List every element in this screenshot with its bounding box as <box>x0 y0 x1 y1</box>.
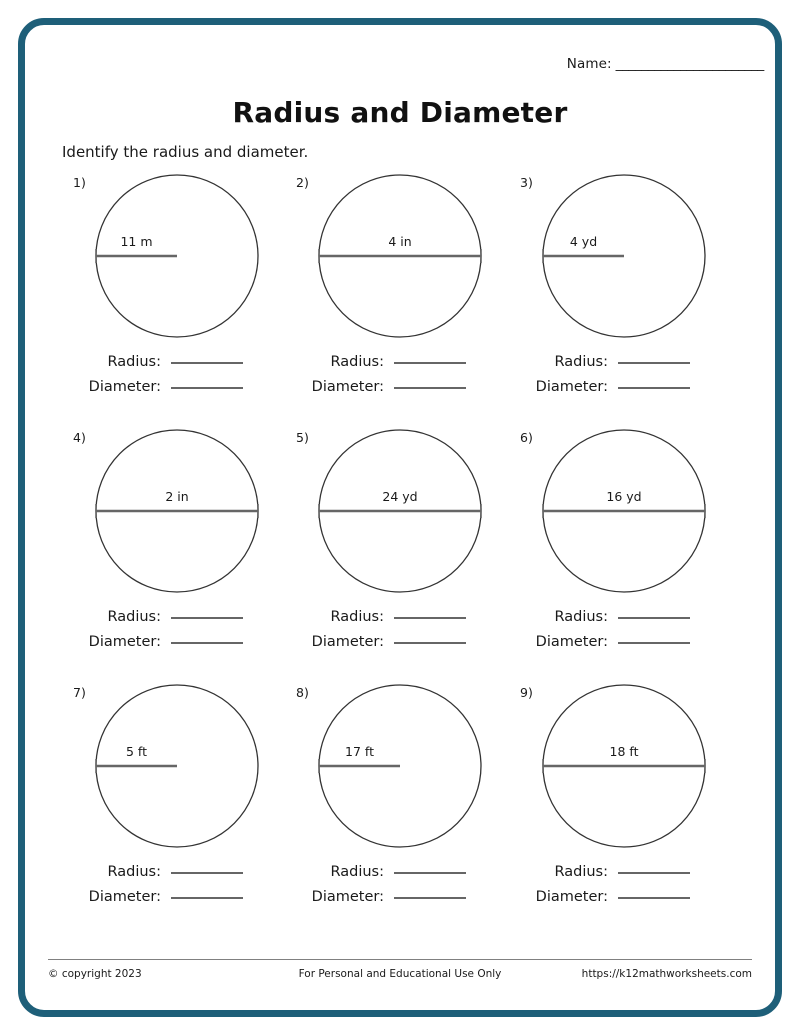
diameter-answer-blank[interactable] <box>394 387 466 389</box>
circle-figure <box>316 682 484 850</box>
radius-answer-row <box>502 864 735 880</box>
measurement-label: 4 in <box>388 234 412 249</box>
instruction-text: Identify the radius and diameter. <box>62 143 309 161</box>
measurement-label: 11 m <box>120 234 153 249</box>
circle-figure <box>540 427 708 595</box>
name-label: Name: <box>566 56 612 72</box>
diameter-answer-blank[interactable] <box>618 387 690 389</box>
page-footer <box>48 968 752 988</box>
problem-3 <box>502 172 735 427</box>
answer-block <box>278 354 511 404</box>
name-blank-line[interactable]: _______________________ <box>615 56 764 72</box>
problem-4 <box>55 427 288 682</box>
radius-answer-row <box>278 354 511 370</box>
diameter-answer-blank[interactable] <box>171 387 243 389</box>
answer-block <box>55 864 288 914</box>
diameter-answer-row <box>278 889 511 905</box>
problem-6 <box>502 427 735 682</box>
measurement-label: 24 yd <box>382 489 418 504</box>
diameter-answer-row <box>55 889 288 905</box>
page-title: Radius and Diameter <box>232 96 568 129</box>
diameter-answer-blank[interactable] <box>171 642 243 644</box>
radius-answer-label: Radius: <box>330 864 384 880</box>
diameter-answer-label: Diameter: <box>535 634 608 650</box>
diameter-answer-label: Diameter: <box>311 634 384 650</box>
diameter-answer-row <box>502 379 735 395</box>
answer-block <box>55 609 288 659</box>
radius-answer-label: Radius: <box>107 864 161 880</box>
radius-answer-label: Radius: <box>107 609 161 625</box>
circle-shape <box>93 172 261 340</box>
diameter-answer-row <box>502 634 735 650</box>
diameter-answer-row <box>55 634 288 650</box>
circle-shape <box>316 682 484 850</box>
radius-answer-row <box>55 864 288 880</box>
answer-block <box>55 354 288 404</box>
diameter-answer-blank[interactable] <box>171 897 243 899</box>
circle-figure <box>93 172 261 340</box>
problem-number: 2) <box>296 175 309 190</box>
diameter-answer-row <box>502 889 735 905</box>
diameter-answer-blank[interactable] <box>394 897 466 899</box>
circle-figure <box>540 682 708 850</box>
diameter-answer-label: Diameter: <box>535 889 608 905</box>
measurement-label: 4 yd <box>569 234 598 249</box>
problem-number: 1) <box>73 175 86 190</box>
radius-answer-row <box>278 864 511 880</box>
measurement-label: 16 yd <box>606 489 642 504</box>
radius-answer-row <box>502 354 735 370</box>
radius-answer-row <box>502 609 735 625</box>
radius-answer-label: Radius: <box>330 354 384 370</box>
problem-number: 5) <box>296 430 309 445</box>
problems-grid <box>55 172 755 937</box>
problem-7 <box>55 682 288 937</box>
name-field[interactable] <box>567 56 764 72</box>
circle-figure <box>93 682 261 850</box>
diameter-answer-blank[interactable] <box>394 642 466 644</box>
problem-5 <box>278 427 511 682</box>
diameter-answer-label: Diameter: <box>311 379 384 395</box>
radius-answer-label: Radius: <box>330 609 384 625</box>
circle-shape <box>316 427 484 595</box>
diameter-answer-label: Diameter: <box>535 379 608 395</box>
measurement-label: 2 in <box>165 489 189 504</box>
diameter-answer-row <box>278 634 511 650</box>
diameter-answer-label: Diameter: <box>88 634 161 650</box>
diameter-answer-row <box>278 379 511 395</box>
problem-row <box>55 682 755 937</box>
radius-answer-row <box>55 609 288 625</box>
problem-number: 6) <box>520 430 533 445</box>
answer-block <box>502 864 735 914</box>
radius-answer-label: Radius: <box>554 864 608 880</box>
problem-1 <box>55 172 288 427</box>
diameter-answer-blank[interactable] <box>618 897 690 899</box>
diameter-answer-row <box>55 379 288 395</box>
radius-answer-blank[interactable] <box>618 617 690 619</box>
diameter-answer-label: Diameter: <box>311 889 384 905</box>
circle-figure <box>540 172 708 340</box>
circle-figure <box>316 172 484 340</box>
footer-website-url[interactable]: https://k12mathworksheets.com <box>581 968 752 980</box>
circle-shape <box>540 172 708 340</box>
circle-shape <box>316 172 484 340</box>
answer-block <box>278 609 511 659</box>
radius-answer-blank[interactable] <box>394 362 466 364</box>
measurement-label: 18 ft <box>609 744 639 759</box>
problem-8 <box>278 682 511 937</box>
diameter-answer-label: Diameter: <box>88 889 161 905</box>
circle-shape <box>540 427 708 595</box>
radius-answer-label: Radius: <box>107 354 161 370</box>
radius-answer-label: Radius: <box>554 354 608 370</box>
answer-block <box>278 864 511 914</box>
problem-number: 3) <box>520 175 533 190</box>
footer-divider <box>48 959 752 960</box>
radius-answer-blank[interactable] <box>171 617 243 619</box>
problem-number: 8) <box>296 685 309 700</box>
circle-figure <box>316 427 484 595</box>
radius-answer-blank[interactable] <box>394 617 466 619</box>
circle-shape <box>93 682 261 850</box>
problem-number: 7) <box>73 685 86 700</box>
radius-answer-blank[interactable] <box>171 362 243 364</box>
radius-answer-blank[interactable] <box>618 872 690 874</box>
circle-shape <box>540 682 708 850</box>
problem-row <box>55 427 755 682</box>
radius-answer-row <box>278 609 511 625</box>
radius-answer-label: Radius: <box>554 609 608 625</box>
radius-answer-blank[interactable] <box>618 362 690 364</box>
measurement-label: 5 ft <box>125 744 148 759</box>
problem-9 <box>502 682 735 937</box>
answer-block <box>502 609 735 659</box>
radius-answer-row <box>55 354 288 370</box>
problem-2 <box>278 172 511 427</box>
circle-shape <box>93 427 261 595</box>
diameter-answer-label: Diameter: <box>88 379 161 395</box>
diameter-answer-blank[interactable] <box>618 642 690 644</box>
circle-figure <box>93 427 261 595</box>
answer-block <box>502 354 735 404</box>
problem-number: 4) <box>73 430 86 445</box>
problem-row <box>55 172 755 427</box>
footer-usage-note: For Personal and Educational Use Only <box>298 968 502 980</box>
measurement-label: 17 ft <box>345 744 374 759</box>
problem-number: 9) <box>520 685 533 700</box>
radius-answer-blank[interactable] <box>394 872 466 874</box>
radius-answer-blank[interactable] <box>171 872 243 874</box>
footer-copyright: © copyright 2023 <box>48 968 142 980</box>
